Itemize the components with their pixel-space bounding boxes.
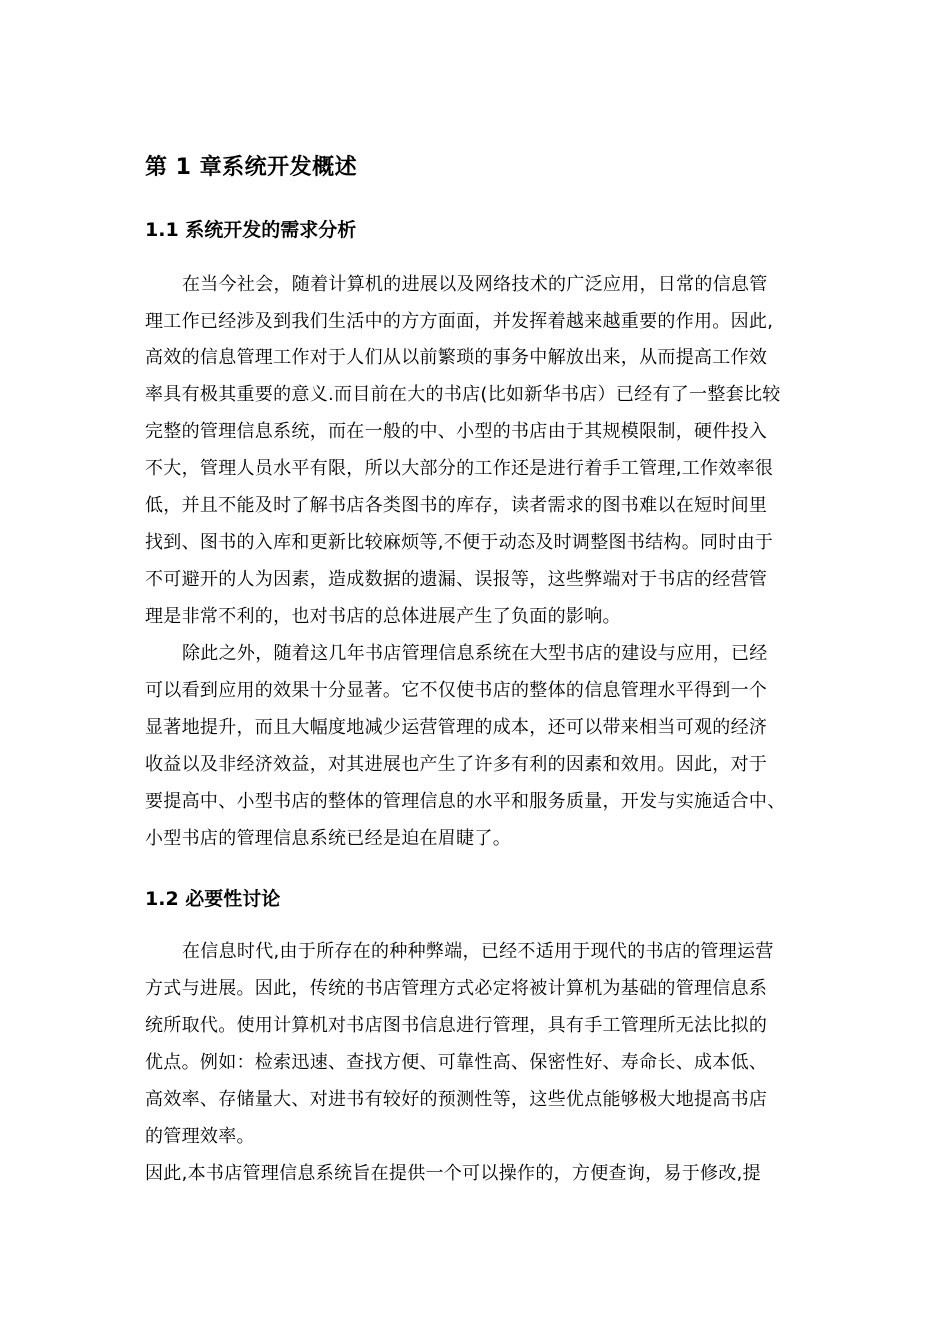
chapter-title: 第 1 章系统开发概述	[145, 155, 358, 180]
paragraph-line: 因此,本书店管理信息系统旨在提供一个可以操作的，方便查询，易于修改,提	[145, 1163, 761, 1184]
paragraph-line: 除此之外，随着这几年书店管理信息系统在大型书店的建设与应用，已经	[182, 643, 768, 664]
paragraph-line: 在当今社会，随着计算机的进展以及网络技术的广泛应用，日常的信息管	[182, 274, 768, 295]
paragraph-line: 不大，管理人员水平有限，所以大部分的工作还是进行着手工管理,工作效率很	[145, 458, 774, 479]
paragraph-line: 高效的信息管理工作对于人们从以前繁琐的事务中解放出来，从而提高工作效	[145, 347, 768, 368]
paragraph-line: 要提高中、小型书店的整体的管理信息的水平和服务质量，开发与实施适合中、	[145, 791, 786, 812]
paragraph-line: 找到、图书的入库和更新比较麻烦等,不便于动态及时调整图书结构。同时由于	[145, 532, 774, 553]
paragraph-line: 可以看到应用的效果十分显著。它不仅使书店的整体的信息管理水平得到一个	[145, 680, 768, 701]
paragraph-line: 的管理效率。	[145, 1126, 255, 1147]
paragraph-line: 显著地提升，而且大幅度地减少运营管理的成本，还可以带来相当可观的经济	[145, 717, 768, 738]
section-heading: 1.1 系统开发的需求分析	[145, 219, 357, 241]
paragraph-line: 小型书店的管理信息系统已经是迫在眉睫了。	[145, 828, 511, 849]
paragraph-line: 低，并且不能及时了解书店各类图书的库存，读者需求的图书难以在短时间里	[145, 495, 768, 516]
paragraph-line: 在信息时代,由于所存在的种种弊端，已经不适用于现代的书店的管理运营	[182, 941, 774, 962]
paragraph-line: 理是非常不利的，也对书店的总体进展产生了负面的影响。	[145, 606, 621, 627]
paragraph-line: 高效率、存储量大、对进书有较好的预测性等，这些优点能够极大地提高书店	[145, 1089, 768, 1110]
paragraph-line: 统所取代。使用计算机对书店图书信息进行管理，具有手工管理所无法比拟的	[145, 1015, 768, 1036]
paragraph-line: 优点。例如：检索迅速、查找方便、可靠性高、保密性好、寿命长、成本低、	[145, 1052, 768, 1073]
paragraph-line: 方式与进展。因此，传统的书店管理方式必定将被计算机为基础的管理信息系	[145, 978, 768, 999]
paragraph-line: 不可避开的人为因素，造成数据的遗漏、误报等，这些弊端对于书店的经营管	[145, 569, 768, 590]
section-heading: 1.2 必要性讨论	[145, 888, 281, 910]
paragraph-line: 收益以及非经济效益，对其进展也产生了许多有利的因素和效用。因此，对于	[145, 754, 768, 775]
paragraph-line: 率具有极其重要的意义.而目前在大的书店(比如新华书店）已经有了一整套比较	[145, 384, 781, 405]
paragraph-line: 完整的管理信息系统，而在一般的中、小型的书店由于其规模限制，硬件投入	[145, 421, 768, 442]
paragraph-line: 理工作已经涉及到我们生活中的方方面面，并发挥着越来越重要的作用。因此,	[145, 311, 774, 332]
